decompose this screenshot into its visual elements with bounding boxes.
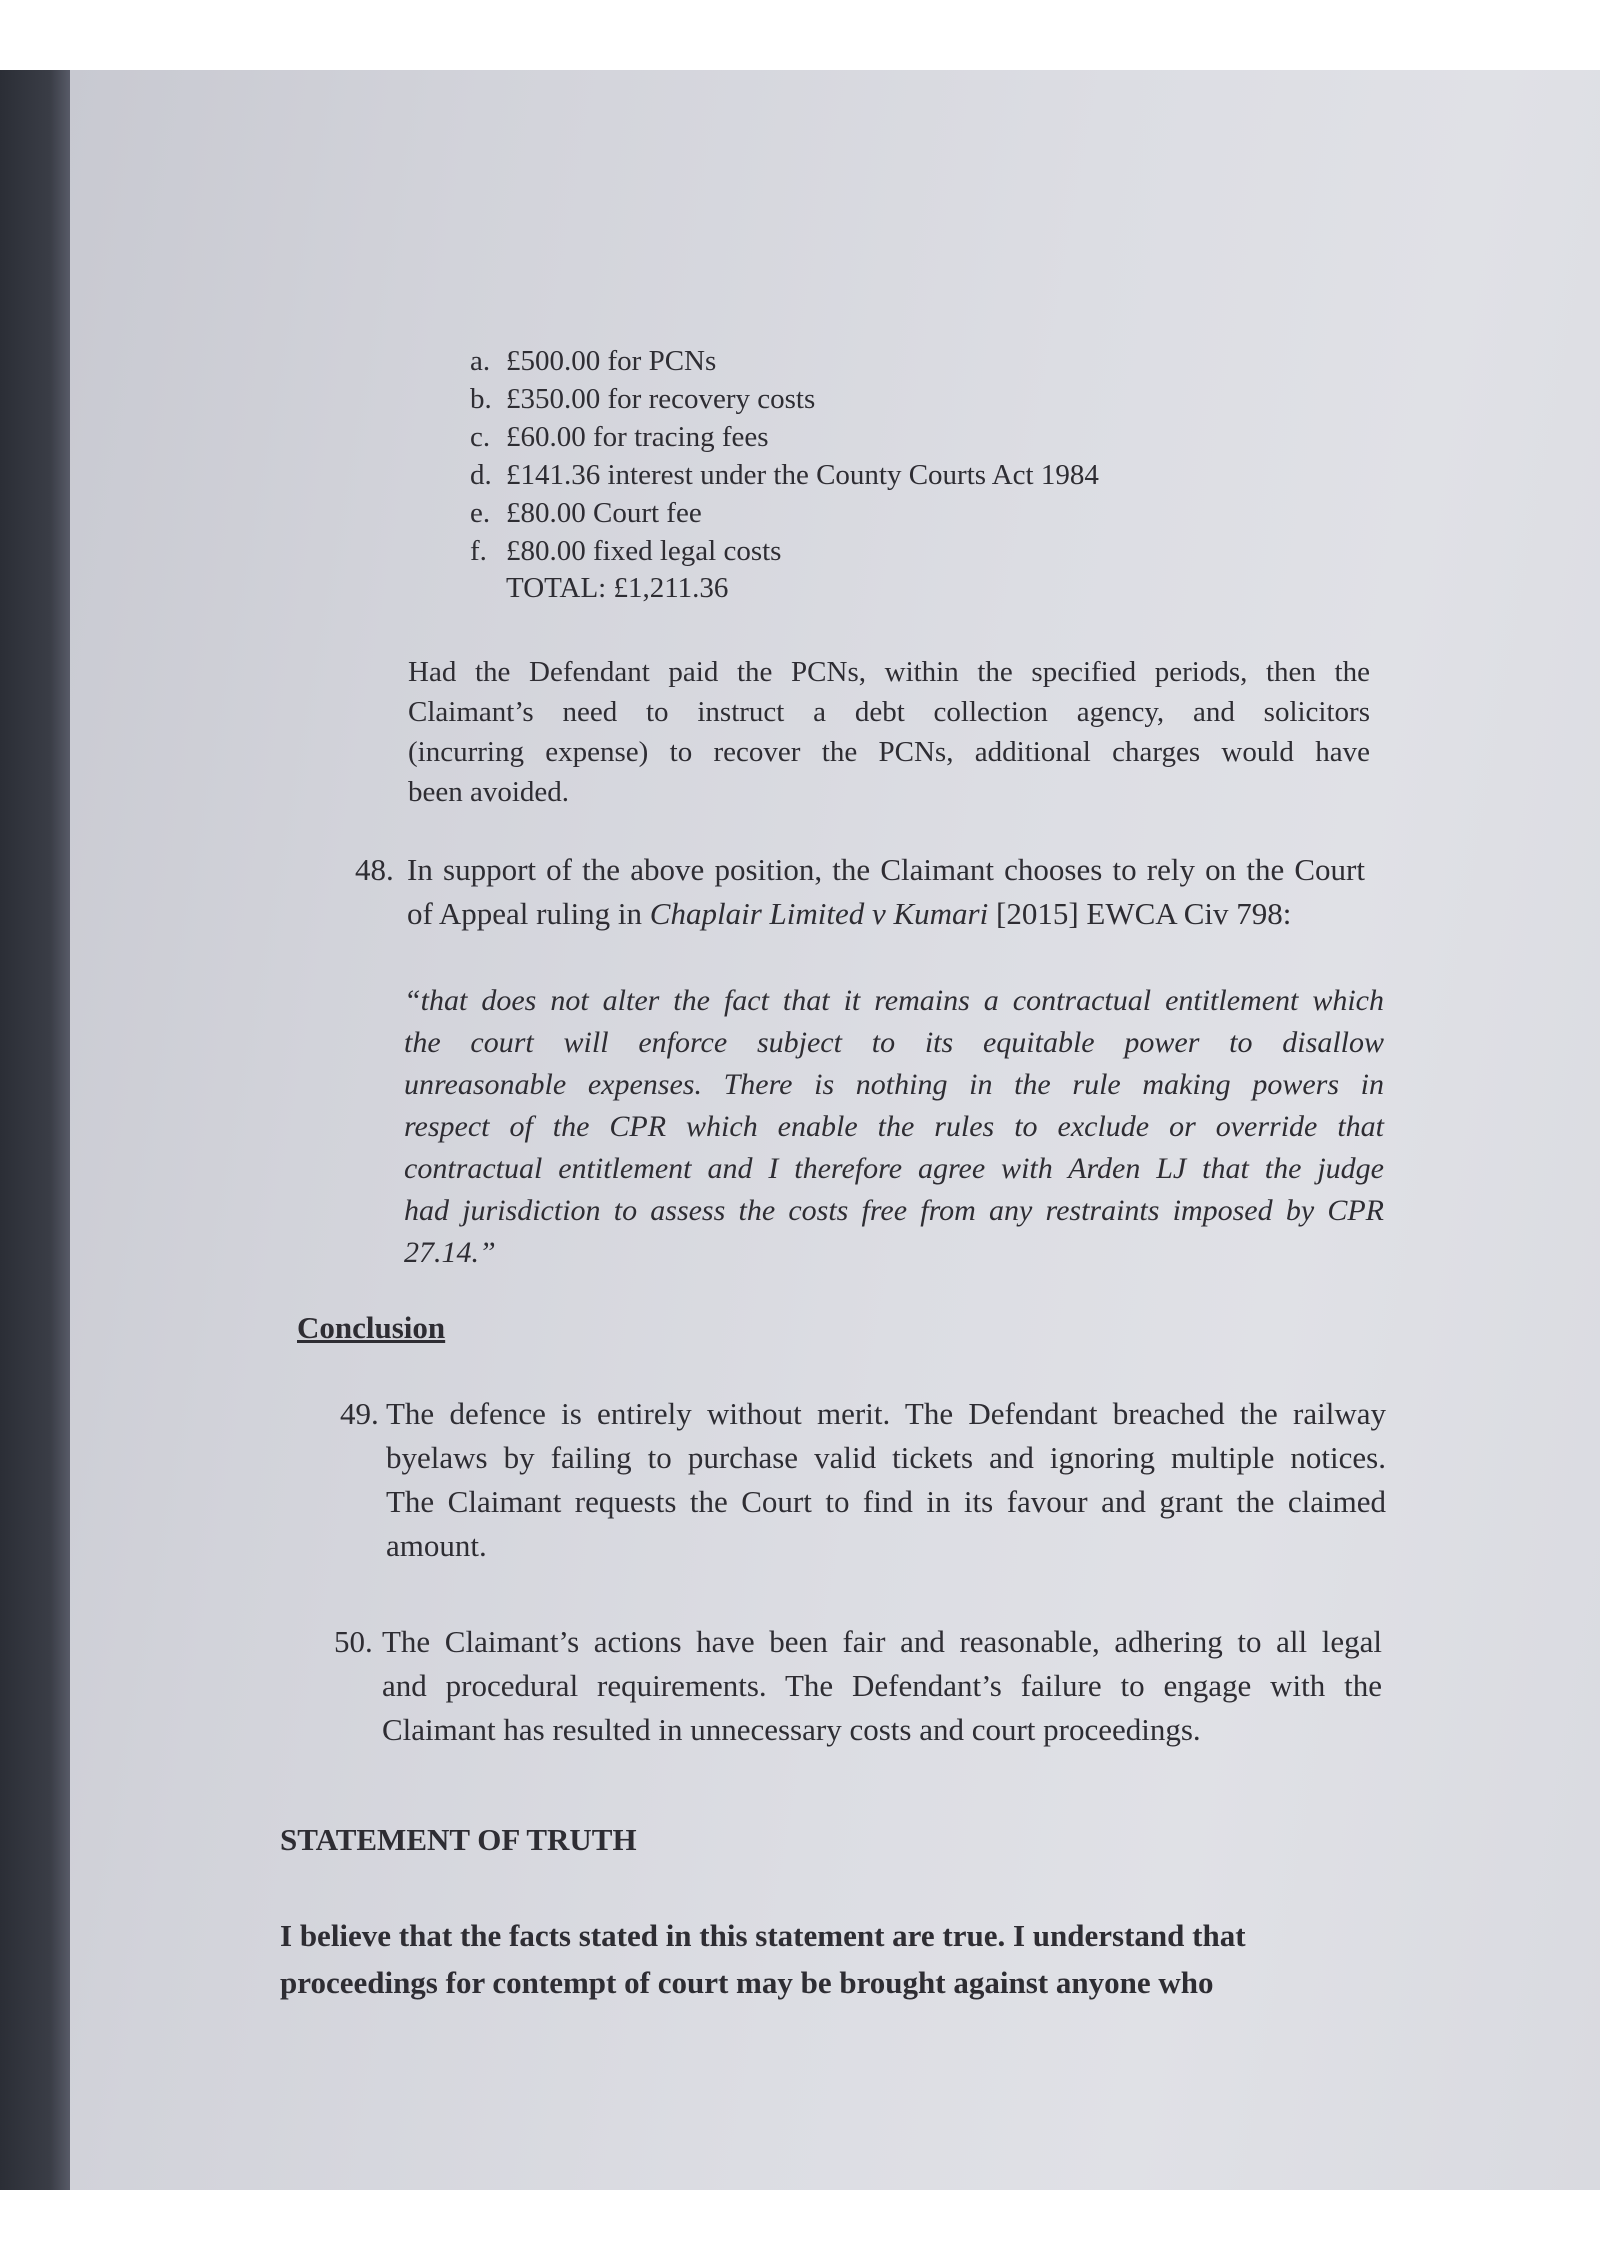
cost-item-d: d. £141.36 interest under the County Courts Act 1984	[470, 459, 1099, 491]
cost-item-b: b. £350.00 for recovery costs	[470, 383, 816, 415]
paragraph-48-line-2: of Appeal ruling in Chaplair Limited v Kumari [2015] EWCA Civ 798:	[407, 896, 1292, 931]
cost-item-a: a. £500.00 for PCNs	[470, 345, 717, 377]
paragraph-50: 50. The Claimant’s actions have been fair and reasonable, adhering to all legal and procedural requirements. The Defendant’s failure to engage with the Claimant has resulted in unnecessary costs and court proceedings.	[334, 1624, 1382, 1747]
case-quote: “that does not alter the fact that it remains a contractual entitlement which the court will enforce subject to its equitable power to disallow unreasonable expenses. There is nothing in the rule making powers in respect of the CPR which enable the rules to exclude or override that contractual entitlement and I therefore agree with Arden LJ that the judge had jurisdiction to assess the costs free from any restraints imposed by CPR 27.14.”	[404, 984, 1384, 1269]
cost-total: TOTAL: £1,211.36	[506, 572, 729, 604]
cost-item-c: c. £60.00 for tracing fees	[470, 421, 769, 453]
paper-page	[70, 70, 1600, 2190]
cost-item-e: e. £80.00 Court fee	[470, 497, 702, 529]
costs-explanation-paragraph: Had the Defendant paid the PCNs, within the specified periods, then the Claimant’s need to instruct a debt collection agency, and solicitors (incurring expense) to recover the PCNs, additional charges would have been avoided.	[408, 656, 1370, 808]
paragraph-49: 49. The defence is entirely without merit. The Defendant breached the railway byelaws by failing to purchase valid tickets and ignoring multiple notices. The Claimant requests the Court to find in its favour and grant the claimed amount.	[340, 1396, 1386, 1563]
case-citation: Chaplair Limited v Kumari	[649, 896, 989, 931]
conclusion-heading: Conclusion	[297, 1310, 446, 1345]
document-photo	[0, 70, 1600, 2190]
cost-item-f: f. £80.00 fixed legal costs	[470, 535, 782, 567]
statement-of-truth-text: I believe that the facts stated in this statement are true. I understand that proceedings for contempt of court may be brought against anyone who	[280, 1918, 1246, 2000]
statement-of-truth-heading: STATEMENT OF TRUTH	[280, 1822, 637, 1857]
paragraph-48: 48. In support of the above position, the Claimant chooses to rely on the Court of Appeal ruling in Chaplair Limited v Kumari [2015] EWCA Civ 798:	[355, 848, 1355, 938]
